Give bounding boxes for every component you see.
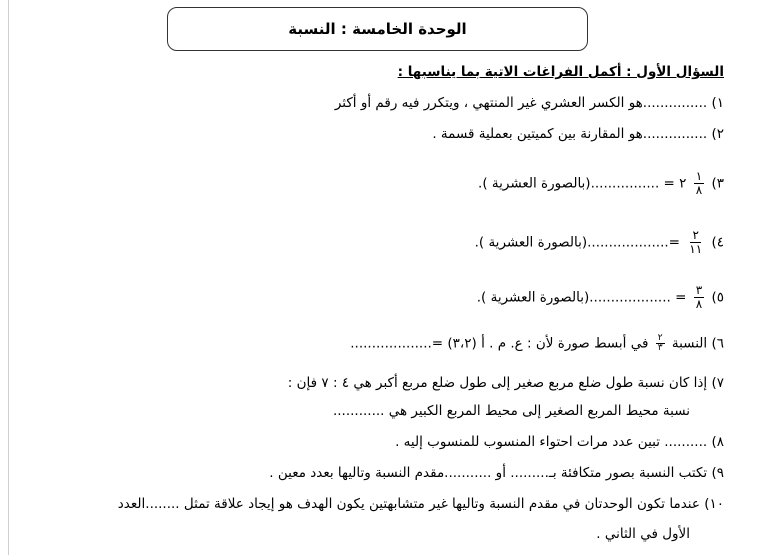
item-4-number: ٤) [711,234,724,251]
item-3-number: ٣) [711,175,724,192]
item-6 [350,334,724,353]
item-5-fraction [694,284,704,311]
item-5-denominator: ٨ [695,297,703,311]
item-3-text: = ................(بالصورة العشرية ). [478,175,675,192]
item-4-denominator: ١١ [689,242,703,256]
item-7-continued: نسبة محيط المربع الصغير إلى محيط المربع الكبير هي ............ [332,403,690,419]
unit-title: الوحدة الخامسة : النسبة [288,20,467,38]
item-3-denominator: ٨ [695,183,703,197]
item-3-fraction [694,170,704,197]
item-10-continued: الأول في الثاني . [596,526,690,542]
item-3-numerator: ١ [695,169,703,183]
item-5 [477,284,724,311]
item-6-fraction [656,334,665,353]
item-10: ١٠) عندما تكون الوحدتان في مقدم النسبة وتاليها غير متشابهتين يكون الهدف هو إيجاد علاقة تمثل ........العدد [117,496,724,512]
item-3 [478,170,724,197]
item-8: ٨) .......... تبين عدد مرات احتواء المنسوب للمنسوب إليه . [395,434,724,450]
item-5-number: ٥) [711,289,724,306]
item-6-before: ٦) النسبة [671,335,724,352]
item-3-whole: ٢ [679,175,687,192]
item-7: ٧) إذا كان نسبة طول ضلع مربع صغير إلى طول ضلع مربع أكبر هي ٤ : ٧ فإن : [287,375,724,391]
item-4-numerator: ٢ [692,228,699,242]
item-5-numerator: ٣ [695,283,703,297]
item-6-after: في أبسط صورة لأن : ع. م . أ (٣،٢) =................... [350,335,649,352]
item-4 [475,229,724,256]
item-5-text: = ...................(بالصورة العشرية ). [476,289,687,306]
question-one-heading: السؤال الأول : أكمل الفراغات الاتية بما يناسبها : [397,64,724,80]
page-edge-rule [8,0,9,555]
item-9: ٩) تكتب النسبة بصور متكافئة بـ......... أو ...........مقدم النسبة وتاليها بعدد معين . [269,465,724,481]
item-6-numerator: ٢ [657,333,663,343]
item-2: ٢) ...............هو المقارنة بين كميتين بعملية قسمة . [432,126,724,142]
item-1: ١) ...............هو الكسر العشري غير المنتهي ، ويتكرر فيه رقم أو أكثر [334,95,724,111]
item-6-denominator: ٣ [657,343,663,353]
item-4-fraction [687,229,704,256]
item-4-text: =...................(بالصورة العشرية ). [474,234,680,251]
unit-title-box [167,7,588,51]
